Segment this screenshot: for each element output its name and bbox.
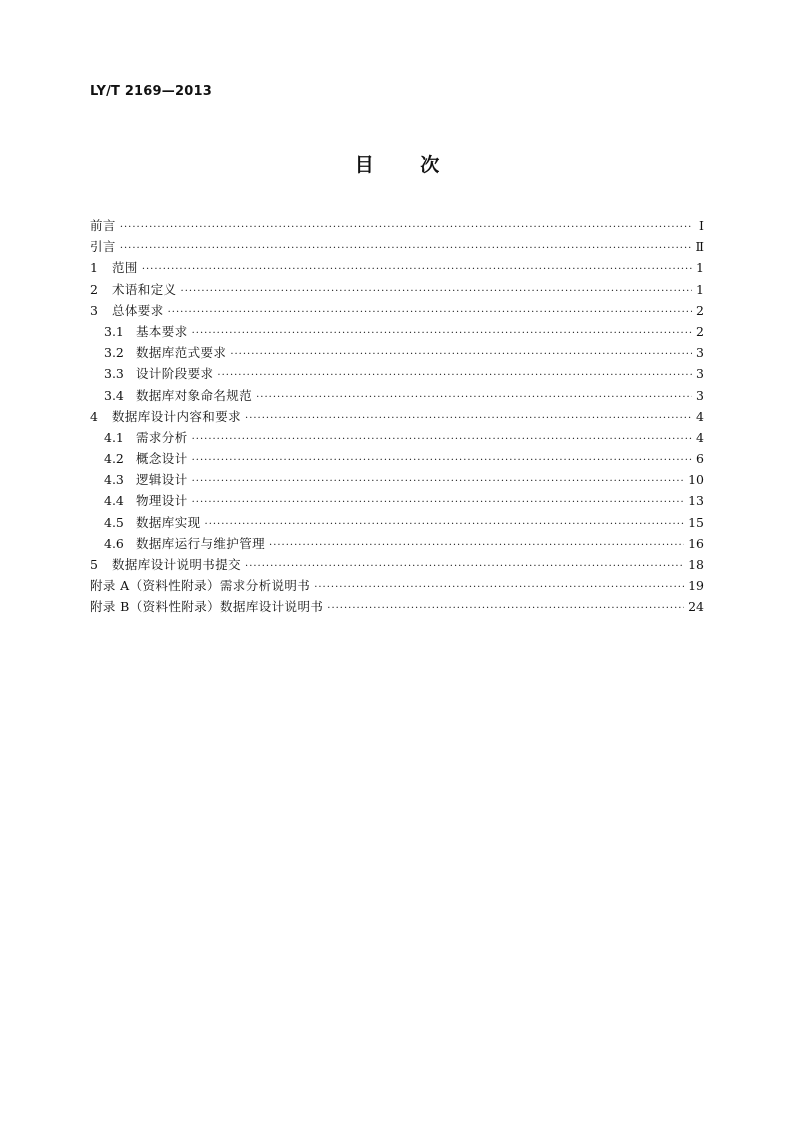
toc-entry-4-2[interactable] bbox=[90, 448, 704, 469]
toc-entry-title: 数据库运行与维护管理 bbox=[136, 535, 266, 551]
dot-leader bbox=[181, 281, 692, 302]
dot-leader bbox=[217, 365, 692, 386]
dot-leader bbox=[314, 577, 684, 598]
toc-entry-title: 引言 bbox=[90, 239, 116, 255]
toc-entry-title: 前言 bbox=[90, 218, 116, 233]
toc-entry-number: 3.2 bbox=[104, 345, 124, 361]
toc-entry-title: 范围 bbox=[112, 260, 138, 276]
toc-entry-title: 数据库设计说明书提交 bbox=[112, 557, 242, 572]
toc-entry-number: 5 bbox=[90, 557, 98, 572]
toc-entry-3-2[interactable] bbox=[90, 342, 704, 363]
toc-entry-page: Ⅰ bbox=[699, 218, 704, 233]
dot-leader bbox=[120, 217, 692, 238]
toc-entry-page: 1 bbox=[696, 260, 704, 276]
toc-entry-page: 15 bbox=[688, 514, 704, 530]
toc-entry-2[interactable] bbox=[90, 279, 704, 300]
toc-entry-number: 4.4 bbox=[104, 493, 124, 509]
table-of-contents bbox=[90, 215, 704, 618]
toc-entry-number: 4.5 bbox=[104, 514, 124, 530]
toc-entry-page: Ⅱ bbox=[695, 239, 704, 255]
toc-entry-number: 4.3 bbox=[104, 472, 124, 488]
toc-entry-4-6[interactable] bbox=[90, 533, 704, 554]
toc-entry-page: 3 bbox=[696, 345, 704, 361]
dot-leader bbox=[192, 492, 684, 513]
toc-entry-number: 1 bbox=[90, 260, 98, 276]
toc-entry-title: 逻辑设计 bbox=[136, 472, 188, 488]
toc-entry-title: 需求分析 bbox=[136, 429, 188, 445]
toc-entry-3-1[interactable] bbox=[90, 321, 704, 342]
toc-entry-title: 数据库设计内容和要求 bbox=[112, 408, 242, 424]
dot-leader bbox=[192, 429, 692, 450]
toc-entry-4-3[interactable] bbox=[90, 469, 704, 490]
toc-entry-title: 数据库实现 bbox=[136, 514, 201, 530]
dot-leader bbox=[120, 238, 692, 259]
toc-entry-title: 附录 A（资料性附录）需求分析说明书 bbox=[90, 578, 311, 594]
dot-leader bbox=[192, 323, 692, 344]
toc-entry-page: 24 bbox=[688, 599, 704, 615]
toc-entry-number: 4.1 bbox=[104, 429, 124, 445]
dot-leader bbox=[230, 344, 692, 365]
toc-entry-page: 10 bbox=[688, 472, 704, 488]
toc-entry-number: 3.4 bbox=[104, 387, 124, 403]
toc-entry-page: 4 bbox=[696, 408, 704, 424]
toc-entry-introduction[interactable] bbox=[90, 236, 704, 257]
toc-entry-page: 2 bbox=[696, 323, 704, 339]
dot-leader bbox=[269, 535, 684, 556]
toc-entry-3-4[interactable] bbox=[90, 385, 704, 406]
toc-entry-number: 3.3 bbox=[104, 366, 124, 382]
toc-entry-title: 数据库对象命名规范 bbox=[136, 387, 253, 403]
toc-entry-number: 3 bbox=[90, 302, 98, 318]
dot-leader bbox=[192, 450, 692, 471]
dot-leader bbox=[142, 259, 692, 280]
toc-entry-appendix-a[interactable] bbox=[90, 575, 704, 596]
toc-entry-page: 3 bbox=[696, 366, 704, 382]
toc-entry-title: 概念设计 bbox=[136, 451, 188, 467]
toc-entry-number: 4 bbox=[90, 408, 98, 424]
toc-entry-number: 4.2 bbox=[104, 451, 124, 467]
toc-entry-foreword[interactable] bbox=[90, 215, 704, 236]
toc-entry-4[interactable] bbox=[90, 406, 704, 427]
dot-leader bbox=[256, 387, 692, 408]
toc-entry-title: 术语和定义 bbox=[112, 281, 177, 297]
toc-entry-page: 3 bbox=[696, 387, 704, 403]
toc-title: 目 次 bbox=[354, 154, 440, 176]
toc-entry-4-5[interactable] bbox=[90, 512, 704, 533]
toc-entry-page: 1 bbox=[696, 281, 704, 297]
dot-leader bbox=[327, 598, 684, 619]
toc-entry-3-3[interactable] bbox=[90, 363, 704, 384]
toc-entry-number: 4.6 bbox=[104, 535, 124, 551]
toc-entry-page: 6 bbox=[696, 451, 704, 467]
dot-leader bbox=[192, 471, 684, 492]
dot-leader bbox=[245, 556, 684, 577]
toc-entry-number: 2 bbox=[90, 281, 98, 297]
toc-entry-4-1[interactable] bbox=[90, 427, 704, 448]
toc-entry-page: 2 bbox=[696, 302, 704, 318]
toc-entry-4-4[interactable] bbox=[90, 490, 704, 511]
dot-leader bbox=[245, 408, 692, 429]
toc-entry-appendix-b[interactable] bbox=[90, 596, 704, 617]
toc-entry-page: 4 bbox=[696, 429, 704, 445]
toc-entry-1[interactable] bbox=[90, 257, 704, 278]
toc-entry-page: 18 bbox=[688, 557, 704, 572]
document-code: LY/T 2169—2013 bbox=[90, 84, 212, 99]
toc-entry-title: 基本要求 bbox=[136, 323, 188, 339]
toc-entry-page: 13 bbox=[688, 493, 704, 509]
toc-entry-number: 3.1 bbox=[104, 323, 124, 339]
toc-entry-title: 附录 B（资料性附录）数据库设计说明书 bbox=[90, 599, 324, 615]
dot-leader bbox=[168, 302, 692, 323]
toc-entry-title: 物理设计 bbox=[136, 493, 188, 509]
toc-entry-page: 19 bbox=[688, 578, 704, 594]
toc-entry-title: 设计阶段要求 bbox=[136, 366, 214, 382]
toc-entry-3[interactable] bbox=[90, 300, 704, 321]
toc-entry-page: 16 bbox=[688, 535, 704, 551]
toc-entry-title: 数据库范式要求 bbox=[136, 345, 227, 361]
toc-entry-5[interactable] bbox=[90, 554, 704, 575]
dot-leader bbox=[205, 514, 685, 535]
toc-entry-title: 总体要求 bbox=[112, 302, 164, 318]
